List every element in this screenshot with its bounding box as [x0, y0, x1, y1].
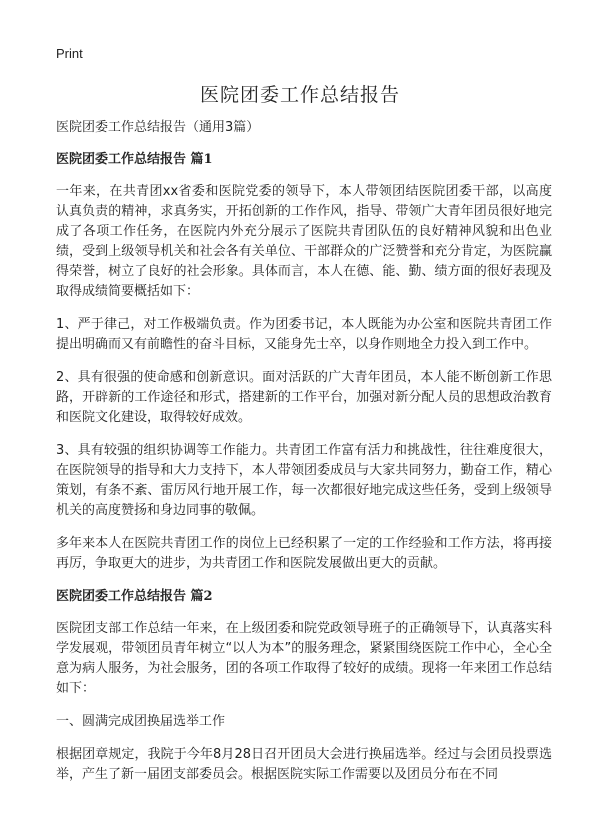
- paragraph: 3、具有较强的组织协调等工作能力。共青团工作富有活力和挑战性，往往难度很大，在医院领导的指导和大力支持下，本人带领团委成员与大家共同努力，勤奋工作，精心策划，有条不紊、雷厉风行地开展工作，每一次都很好地完成这些任务，受到上级领导机关的高度赞扬和身边同事的敬佩。: [56, 443, 552, 518]
- paragraph: 1、严于律己，对工作极端负责。作为团委书记，本人既能为办公室和医院共青团工作提出明确而又有前瞻性的奋斗目标，又能身先士卒，以身作则地全力投入到工作中。: [56, 317, 552, 352]
- section-heading-1: 医院团委工作总结报告 篇1: [56, 152, 213, 167]
- page-title: 医院团委工作总结报告: [199, 84, 400, 106]
- paragraph: 医院团支部工作总结一年来，在上级团委和院党政领导班子的正确领导下，认真落实科学发展观，带领团员青年树立“以人为本”的服务理念，紧紧围绕医院工作中心，全心全意为病人服务，为社会服务，团的各项工作取得了较好的成绩。现将一年来团工作总结如下：: [56, 621, 552, 696]
- paragraph: 2、具有很强的使命感和创新意识。面对活跃的广大青年团员，本人能不断创新工作思路，开辟新的工作途径和形式，搭建新的工作平台，加强对新分配人员的思想政治教育和医院文化建设，取得较好成效。: [56, 370, 552, 425]
- paragraph: 多年来本人在医院共青团工作的岗位上已经积累了一定的工作经验和工作方法，将再接再厉，争取更大的进步，为共青团工作和医院发展做出更大的贡献。: [56, 536, 552, 571]
- paragraph: 一年来，在共青团xx省委和医院党委的领导下，本人带领团结医院团委干部，以高度认真负责的精神，求真务实，开拓创新的工作作风，指导、带领广大青年团员很好地完成了各项工作任务，在医院内外充分展示了医院共青团队伍的良好精神风貌和出色业绩，受到上级领导机关和社会各有关单位、干部群众的广泛赞誉和充分肯定，为医院赢得荣誉，树立了良好的社会形象。具体而言，本人在德、能、勤、绩方面的很好表现及取得成绩简要概括如下：: [56, 184, 552, 299]
- sub-heading: 一、圆满完成团换届选举工作: [56, 714, 226, 729]
- document-body: [56, 118, 552, 798]
- print-link[interactable]: Print: [56, 46, 83, 61]
- document-subtitle: 医院团委工作总结报告（通用3篇）: [56, 120, 260, 135]
- section-heading-2: 医院团委工作总结报告 篇2: [56, 589, 213, 604]
- paragraph: 根据团章规定，我院于今年8月28日召开团员大会进行换届选举。经过与会团员投票选举，产生了新一届团支部委员会。根据医院实际工作需要以及团员分布在不同: [56, 747, 552, 782]
